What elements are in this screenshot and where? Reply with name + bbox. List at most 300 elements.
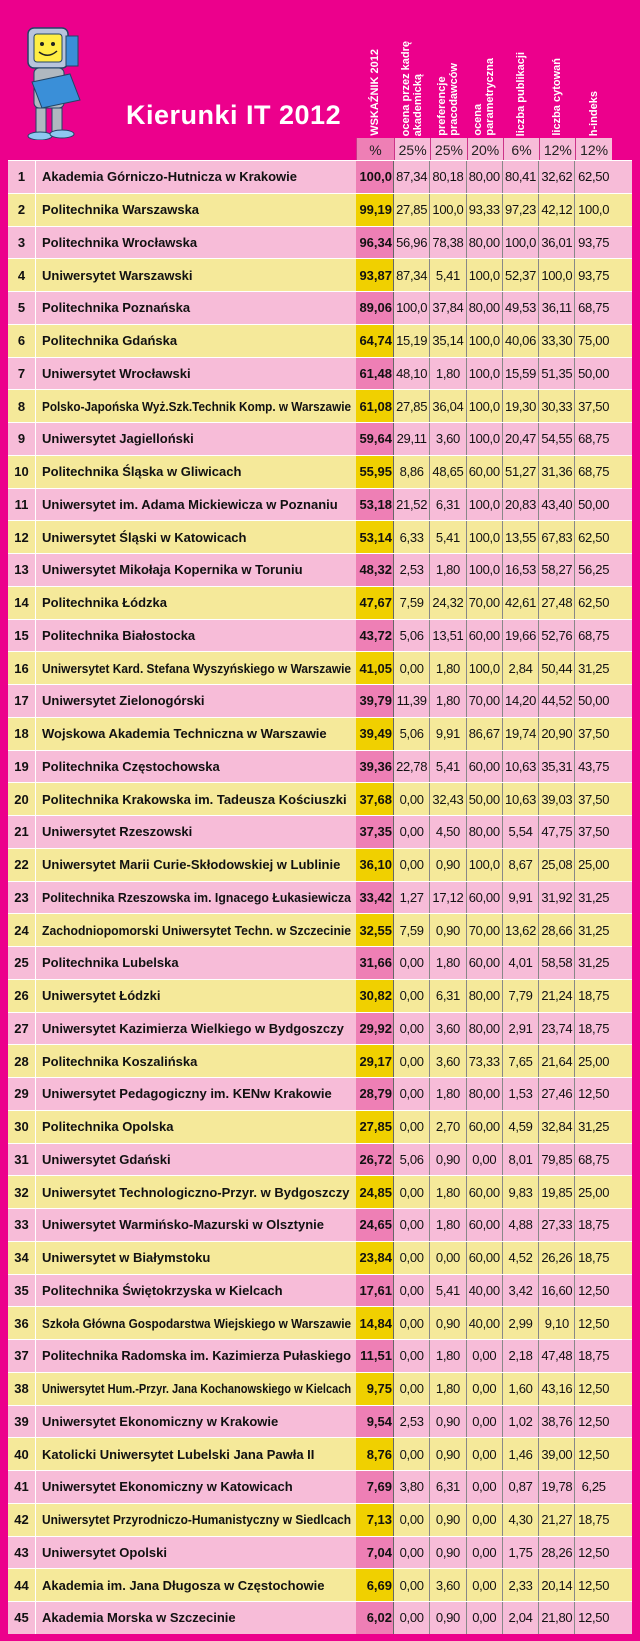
university-name-cell <box>36 1013 356 1045</box>
index-score-cell <box>356 1045 394 1077</box>
score-cell-text: 8,86 <box>399 464 424 480</box>
score-cell <box>394 882 430 914</box>
rank-cell-text: 19 <box>14 758 29 774</box>
score-cell-text: 10,63 <box>505 758 537 774</box>
rank-cell <box>8 1045 36 1077</box>
index-score-cell-text: 24,85 <box>359 1184 392 1200</box>
index-score-cell-text: 24,65 <box>359 1217 392 1233</box>
table-row <box>8 1208 632 1241</box>
score-cell-text: 0,00 <box>399 1381 424 1397</box>
column-header <box>394 4 430 136</box>
score-cell-text: 100,0 <box>468 398 500 414</box>
score-cell-text: 97,23 <box>505 202 537 218</box>
score-cell <box>539 358 575 390</box>
index-score-cell <box>356 194 394 226</box>
table-row <box>8 881 632 914</box>
score-cell <box>539 947 575 979</box>
score-cell-text: 40,00 <box>468 1282 500 1298</box>
score-cell-text: 60,00 <box>468 758 500 774</box>
column-weight: 6% <box>503 138 539 160</box>
rank-cell <box>8 1242 36 1274</box>
university-name-cell-text: Politechnika Radomska im. Kazimierza Pułaskiego <box>42 1348 352 1364</box>
score-cell <box>467 390 503 422</box>
score-cell <box>467 751 503 783</box>
university-name-cell <box>36 1537 356 1569</box>
score-cell-text: 68,75 <box>578 431 610 447</box>
column-header-label: ocena parametryczna <box>472 58 496 136</box>
index-score-cell <box>356 816 394 848</box>
score-cell-text: 2,53 <box>399 562 424 578</box>
score-cell-text: 42,12 <box>541 202 573 218</box>
rank-cell <box>8 1307 36 1339</box>
column-weight: 25% <box>430 138 466 160</box>
score-cell-text: 0,00 <box>399 1119 424 1135</box>
score-cell-text: 100,0 <box>468 529 500 545</box>
score-cell-text: 5,41 <box>435 267 460 283</box>
score-cell <box>430 1078 466 1110</box>
score-cell <box>430 980 466 1012</box>
score-cell <box>575 652 611 684</box>
university-name-cell <box>36 1307 356 1339</box>
score-cell <box>503 1275 539 1307</box>
table-row <box>8 488 632 521</box>
score-cell-text: 32,62 <box>541 169 573 185</box>
rank-cell-text: 17 <box>14 693 29 709</box>
score-cell-text: 23,74 <box>541 1020 573 1036</box>
table-row <box>8 1012 632 1045</box>
score-cell <box>503 521 539 553</box>
university-name-cell-text: Politechnika Poznańska <box>42 300 191 316</box>
score-cell <box>539 882 575 914</box>
index-score-cell <box>356 292 394 324</box>
university-name-cell <box>36 456 356 488</box>
score-cell <box>539 554 575 586</box>
score-cell <box>503 587 539 619</box>
score-cell <box>430 1438 466 1470</box>
score-cell-text: 43,75 <box>578 758 610 774</box>
score-cell <box>430 1045 466 1077</box>
score-cell <box>575 423 611 455</box>
score-cell-text: 14,20 <box>505 693 537 709</box>
index-score-cell-text: 100,0 <box>359 169 392 185</box>
score-cell-text: 0,00 <box>399 1053 424 1069</box>
score-cell-text: 43,40 <box>541 496 573 512</box>
score-cell <box>430 587 466 619</box>
score-cell <box>575 1144 611 1176</box>
score-cell-text: 100,0 <box>468 857 500 873</box>
rank-cell-text: 16 <box>14 660 29 676</box>
score-cell-text: 60,00 <box>468 1217 500 1233</box>
university-name-cell <box>36 980 356 1012</box>
score-cell-text: 80,18 <box>432 169 464 185</box>
score-cell-text: 60,00 <box>468 1184 500 1200</box>
score-cell <box>430 718 466 750</box>
score-cell <box>539 1471 575 1503</box>
score-cell-text: 73,33 <box>468 1053 500 1069</box>
university-name-cell <box>36 816 356 848</box>
score-cell-text: 15,19 <box>396 333 428 349</box>
score-cell <box>575 1013 611 1045</box>
index-score-cell <box>356 1078 394 1110</box>
score-cell-text: 62,50 <box>578 595 610 611</box>
score-cell-text: 18,75 <box>578 1020 610 1036</box>
university-name-cell <box>36 1373 356 1405</box>
rank-cell-text: 25 <box>14 955 29 971</box>
index-score-cell <box>356 947 394 979</box>
score-cell <box>575 1209 611 1241</box>
rank-cell-text: 36 <box>14 1315 29 1331</box>
score-cell-text: 9,91 <box>435 726 460 742</box>
column-header <box>576 4 612 136</box>
score-cell <box>503 1111 539 1143</box>
score-cell-text: 12,50 <box>578 1446 610 1462</box>
university-name-cell-text: Uniwersytet Jagielloński <box>42 431 194 447</box>
score-cell <box>575 620 611 652</box>
column-header-label: liczba publikacji <box>515 51 527 136</box>
university-name-cell <box>36 423 356 455</box>
score-cell-text: 33,30 <box>541 333 573 349</box>
table-row <box>8 782 632 815</box>
score-cell-text: 12,50 <box>578 1381 610 1397</box>
score-cell <box>503 980 539 1012</box>
score-cell-text: 0,00 <box>472 1577 497 1593</box>
score-cell-text: 67,83 <box>541 529 573 545</box>
score-cell <box>394 292 430 324</box>
score-cell-text: 7,79 <box>508 988 533 1004</box>
score-cell-text: 93,75 <box>578 234 610 250</box>
score-cell <box>430 1307 466 1339</box>
score-cell-text: 0,90 <box>435 1544 460 1560</box>
score-cell-text: 7,65 <box>508 1053 533 1069</box>
index-score-cell <box>356 751 394 783</box>
score-cell-text: 19,30 <box>505 398 537 414</box>
score-cell <box>467 489 503 521</box>
score-cell-text: 60,00 <box>468 955 500 971</box>
score-cell-text: 21,52 <box>396 496 428 512</box>
index-score-cell-text: 6,69 <box>366 1577 392 1593</box>
score-cell <box>394 489 430 521</box>
score-cell-text: 1,80 <box>435 1086 460 1102</box>
score-cell-text: 1,80 <box>435 693 460 709</box>
score-cell <box>503 1569 539 1601</box>
score-cell <box>430 423 466 455</box>
score-cell-text: 24,32 <box>432 595 464 611</box>
column-header <box>503 4 539 136</box>
page-title: Kierunki IT 2012 <box>126 100 342 130</box>
score-cell-text: 0,00 <box>399 1544 424 1560</box>
score-cell-text: 87,34 <box>396 169 428 185</box>
university-name-cell-text: Katolicki Uniwersytet Lubelski Jana Pawła II <box>42 1446 315 1462</box>
score-cell-text: 16,53 <box>505 562 537 578</box>
score-cell-text: 31,25 <box>578 1119 610 1135</box>
score-cell-text: 50,00 <box>578 496 610 512</box>
score-cell <box>467 358 503 390</box>
rank-cell-text: 28 <box>14 1053 29 1069</box>
index-score-cell <box>356 1438 394 1470</box>
rank-cell <box>8 1471 36 1503</box>
index-score-cell-text: 89,06 <box>359 300 392 316</box>
university-name-cell-text: Politechnika Świętokrzyska w Kielcach <box>42 1282 283 1298</box>
score-cell-text: 19,85 <box>541 1184 573 1200</box>
score-cell <box>467 161 503 193</box>
rank-cell-text: 35 <box>14 1282 29 1298</box>
score-cell-text: 5,41 <box>435 529 460 545</box>
score-cell-text: 80,00 <box>468 988 500 1004</box>
score-cell-text: 9,91 <box>508 889 533 905</box>
score-cell <box>394 521 430 553</box>
table-row <box>8 848 632 881</box>
score-cell <box>575 390 611 422</box>
score-cell <box>394 652 430 684</box>
score-cell-text: 37,50 <box>578 824 610 840</box>
score-cell-text: 2,18 <box>508 1348 533 1364</box>
score-cell-text: 0,00 <box>399 791 424 807</box>
header <box>0 0 640 160</box>
table-row <box>8 1405 632 1438</box>
score-cell-text: 1,75 <box>508 1544 533 1560</box>
index-score-cell <box>356 325 394 357</box>
index-score-cell <box>356 1013 394 1045</box>
index-score-cell <box>356 521 394 553</box>
score-cell <box>539 1242 575 1274</box>
score-cell <box>394 390 430 422</box>
score-cell <box>539 1438 575 1470</box>
index-score-cell <box>356 718 394 750</box>
score-cell-text: 0,00 <box>399 1577 424 1593</box>
score-cell-text: 6,31 <box>435 988 460 1004</box>
rank-cell-text: 27 <box>14 1020 29 1036</box>
university-name-cell <box>36 1209 356 1241</box>
score-cell <box>467 1078 503 1110</box>
score-cell <box>539 914 575 946</box>
university-name-cell <box>36 587 356 619</box>
score-cell-text: 0,00 <box>472 1610 497 1626</box>
score-cell <box>575 816 611 848</box>
column-header-label: preferencje pracodawców <box>436 63 460 136</box>
score-cell <box>575 914 611 946</box>
rank-cell-text: 2 <box>17 202 26 218</box>
score-cell-text: 44,52 <box>541 693 573 709</box>
score-cell-text: 52,37 <box>505 267 537 283</box>
score-cell-text: 20,14 <box>541 1577 573 1593</box>
index-score-cell <box>356 1242 394 1274</box>
column-weight: 12% <box>539 138 575 160</box>
rank-cell-text: 41 <box>14 1479 29 1495</box>
score-cell <box>503 1602 539 1634</box>
score-cell-text: 1,80 <box>435 1184 460 1200</box>
university-name-cell-text: Uniwersytet Marii Curie-Skłodowskiej w Lublinie <box>42 857 341 873</box>
index-score-cell-text: 61,48 <box>359 365 392 381</box>
score-cell <box>503 1045 539 1077</box>
column-weight: % <box>356 138 394 160</box>
score-cell <box>539 718 575 750</box>
index-score-cell <box>356 1373 394 1405</box>
score-cell-text: 68,75 <box>578 1151 610 1167</box>
table-row <box>8 684 632 717</box>
table-row <box>8 1601 632 1634</box>
university-name-cell-text: Wojskowa Akademia Techniczna w Warszawie <box>42 726 327 742</box>
rank-cell-text: 12 <box>14 529 29 545</box>
score-cell <box>503 194 539 226</box>
index-score-cell-text: 36,10 <box>359 857 392 873</box>
university-name-cell <box>36 620 356 652</box>
index-score-cell <box>356 783 394 815</box>
score-cell-text: 20,47 <box>505 431 537 447</box>
score-cell-text: 12,50 <box>578 1577 610 1593</box>
score-cell-text: 4,52 <box>508 1250 533 1266</box>
rank-cell-text: 21 <box>14 824 29 840</box>
column-header-label: h-indeks <box>588 90 600 136</box>
score-cell <box>467 1111 503 1143</box>
university-name-cell <box>36 1242 356 1274</box>
score-cell-text: 1,80 <box>435 1381 460 1397</box>
score-cell <box>503 554 539 586</box>
rank-cell-text: 40 <box>14 1446 29 1462</box>
rank-cell <box>8 390 36 422</box>
score-cell-text: 68,75 <box>578 300 610 316</box>
rank-cell-text: 22 <box>14 857 29 873</box>
score-cell <box>539 1537 575 1569</box>
university-name-cell-text: Uniwersytet Warszawski <box>42 267 193 283</box>
score-cell <box>539 325 575 357</box>
score-cell-text: 54,55 <box>541 431 573 447</box>
score-cell-text: 0,87 <box>508 1479 533 1495</box>
score-cell <box>575 259 611 291</box>
score-cell <box>503 325 539 357</box>
score-cell <box>430 1111 466 1143</box>
rank-cell <box>8 489 36 521</box>
score-cell <box>467 194 503 226</box>
university-name-cell <box>36 161 356 193</box>
university-name-cell-text: Akademia Morska w Szczecinie <box>42 1610 236 1626</box>
score-cell-text: 5,54 <box>508 824 533 840</box>
index-score-cell-text: 53,14 <box>359 529 392 545</box>
score-cell <box>430 947 466 979</box>
score-cell <box>430 227 466 259</box>
score-cell <box>503 489 539 521</box>
score-cell-text: 22,78 <box>396 758 428 774</box>
score-cell <box>575 1111 611 1143</box>
score-cell-text: 18,75 <box>578 1512 610 1528</box>
score-cell-text: 39,03 <box>541 791 573 807</box>
index-score-cell-text: 9,75 <box>366 1381 392 1397</box>
table-row <box>8 1470 632 1503</box>
index-score-cell-text: 28,79 <box>359 1086 392 1102</box>
score-cell <box>539 849 575 881</box>
score-cell <box>467 1373 503 1405</box>
score-cell-text: 26,26 <box>541 1250 573 1266</box>
score-cell <box>575 358 611 390</box>
score-cell-text: 60,00 <box>468 1119 500 1135</box>
score-cell <box>575 882 611 914</box>
score-cell-text: 68,75 <box>578 627 610 643</box>
index-score-cell <box>356 259 394 291</box>
score-cell <box>503 1504 539 1536</box>
column-weight: 12% <box>575 138 611 160</box>
score-cell-text: 11,39 <box>396 693 427 709</box>
score-cell <box>503 816 539 848</box>
rank-cell <box>8 227 36 259</box>
score-cell <box>394 1569 430 1601</box>
score-cell <box>539 1406 575 1438</box>
table-row <box>8 586 632 619</box>
score-cell-text: 31,25 <box>578 955 610 971</box>
score-cell <box>430 259 466 291</box>
table-row <box>8 357 632 390</box>
score-cell <box>394 325 430 357</box>
score-cell <box>539 980 575 1012</box>
score-cell <box>575 1471 611 1503</box>
score-cell-text: 1,46 <box>508 1446 533 1462</box>
rank-cell <box>8 914 36 946</box>
score-cell <box>430 783 466 815</box>
score-cell-text: 62,50 <box>578 169 610 185</box>
score-cell-text: 12,50 <box>578 1544 610 1560</box>
score-cell <box>539 1176 575 1208</box>
score-cell-text: 3,60 <box>435 1053 460 1069</box>
score-cell <box>467 1176 503 1208</box>
score-cell-text: 6,31 <box>435 1479 460 1495</box>
index-score-cell <box>356 1471 394 1503</box>
score-cell-text: 9,83 <box>508 1184 533 1200</box>
score-cell <box>430 1537 466 1569</box>
score-cell <box>503 947 539 979</box>
index-score-cell <box>356 1209 394 1241</box>
score-cell-text: 35,14 <box>432 333 464 349</box>
score-cell-text: 100,0 <box>468 333 500 349</box>
rank-cell-text: 33 <box>14 1217 29 1233</box>
rank-cell <box>8 1537 36 1569</box>
score-cell-text: 68,75 <box>578 464 610 480</box>
index-score-cell <box>356 1144 394 1176</box>
score-cell <box>394 259 430 291</box>
score-cell-text: 19,66 <box>505 627 537 643</box>
university-name-cell-text: Politechnika Białostocka <box>42 627 196 643</box>
score-cell-text: 2,04 <box>508 1610 533 1626</box>
score-cell <box>503 751 539 783</box>
score-cell-text: 1,53 <box>508 1086 533 1102</box>
score-cell-text: 80,00 <box>468 1086 500 1102</box>
score-cell-text: 5,06 <box>399 627 424 643</box>
table-row <box>8 1110 632 1143</box>
score-cell <box>503 292 539 324</box>
table-row <box>8 815 632 848</box>
score-cell-text: 100,0 <box>505 234 537 250</box>
table-row <box>8 324 632 357</box>
score-cell <box>394 1438 430 1470</box>
score-cell-text: 4,30 <box>508 1512 533 1528</box>
score-cell-text: 60,00 <box>468 889 500 905</box>
score-cell-text: 0,90 <box>435 922 460 938</box>
score-cell-text: 32,84 <box>541 1119 573 1135</box>
score-cell-text: 100,0 <box>468 562 500 578</box>
score-cell <box>467 816 503 848</box>
score-cell-text: 18,75 <box>578 988 610 1004</box>
score-cell-text: 93,33 <box>468 202 500 218</box>
score-cell <box>394 783 430 815</box>
score-cell-text: 28,26 <box>541 1544 573 1560</box>
index-score-cell-text: 93,87 <box>359 267 392 283</box>
score-cell <box>575 489 611 521</box>
score-cell-text: 0,00 <box>399 1250 424 1266</box>
score-cell-text: 80,00 <box>468 300 500 316</box>
score-cell-text: 37,50 <box>578 398 610 414</box>
score-cell-text: 86,67 <box>468 726 500 742</box>
score-cell <box>467 587 503 619</box>
university-name-cell-text: Uniwersytet Mikołaja Kopernika w Toruniu <box>42 562 303 578</box>
score-cell-text: 0,90 <box>435 1413 460 1429</box>
score-cell <box>575 1504 611 1536</box>
